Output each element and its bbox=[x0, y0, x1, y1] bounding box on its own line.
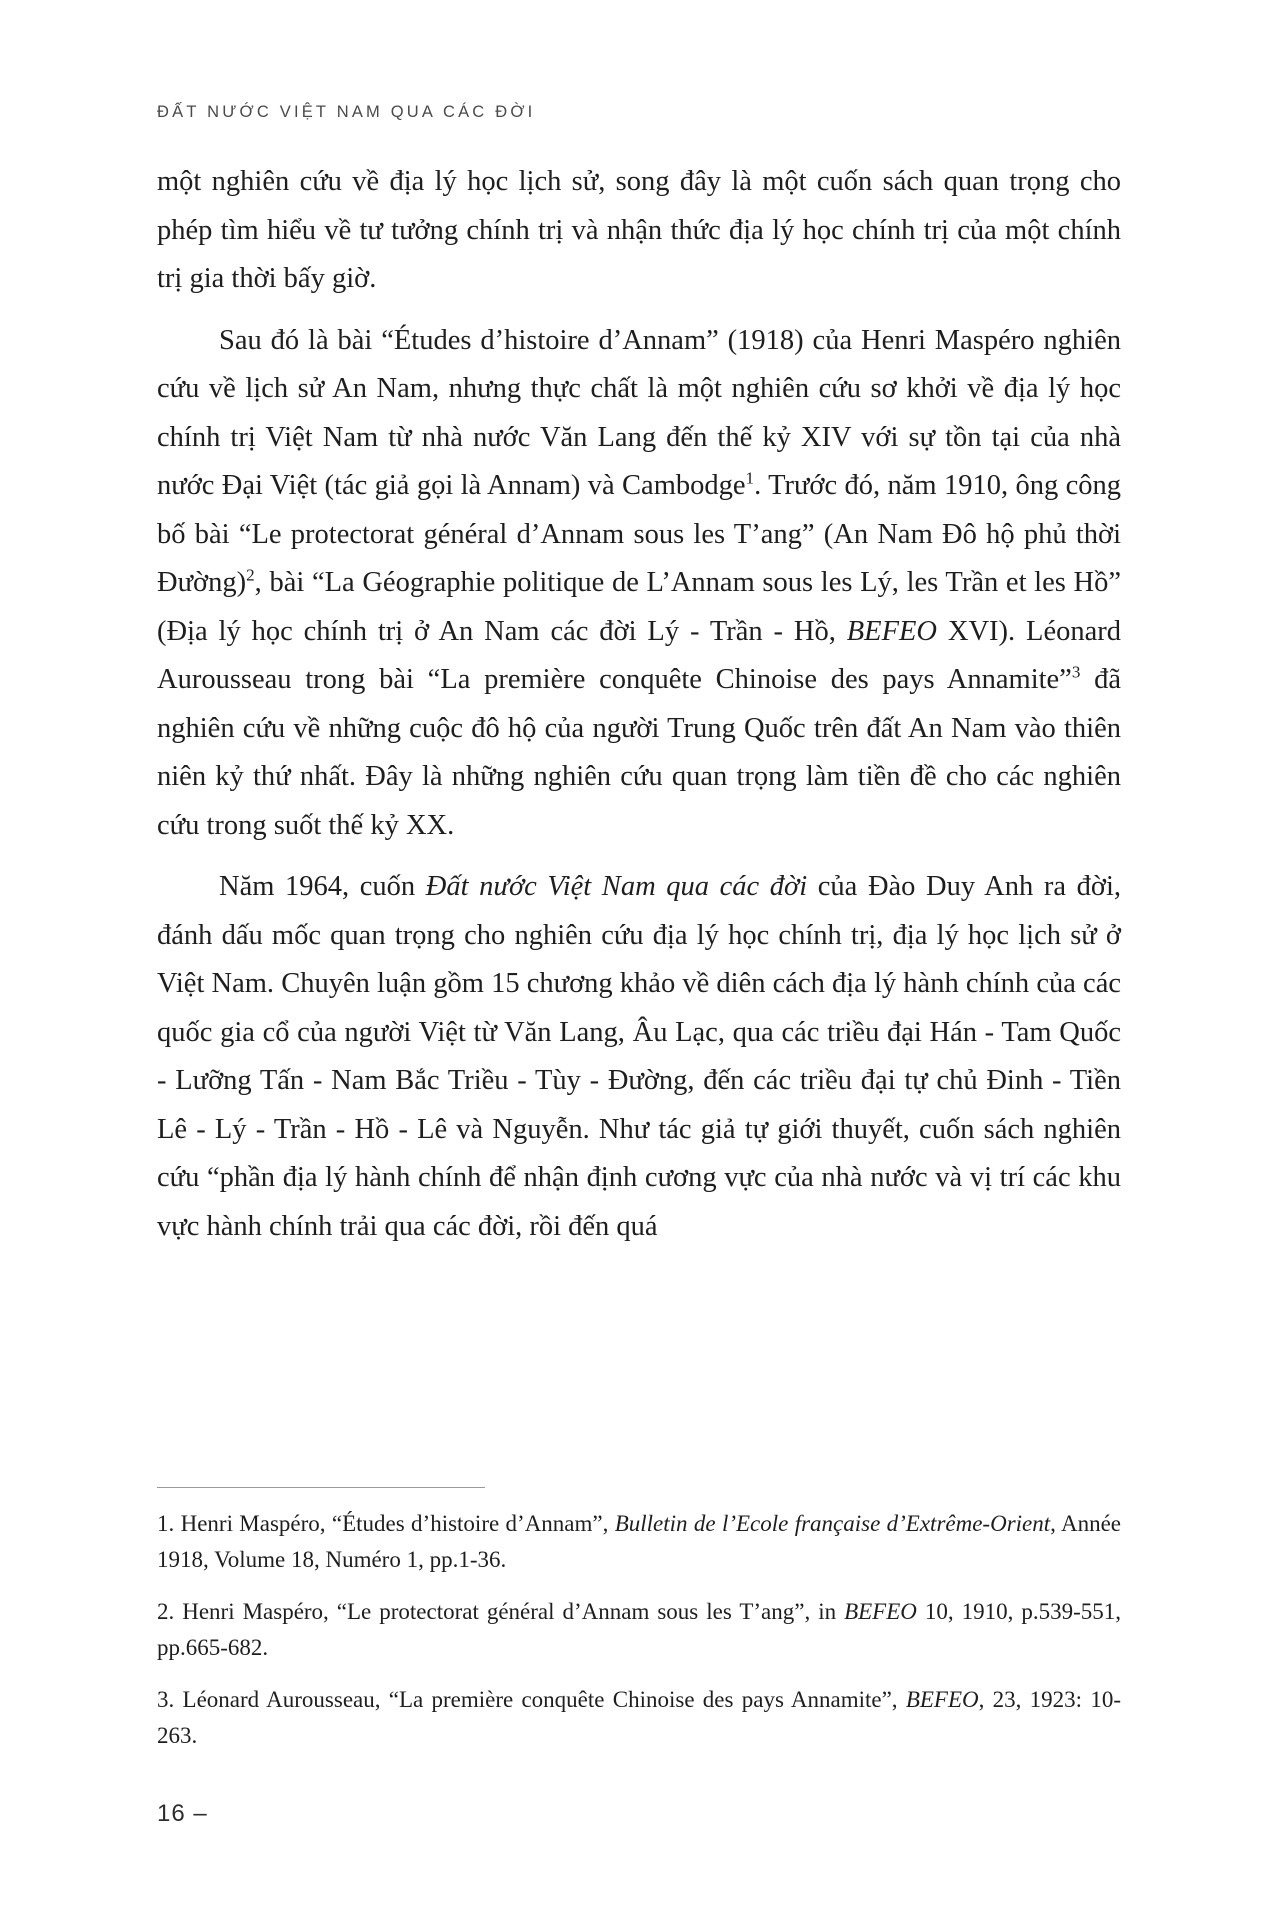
footnote-item bbox=[157, 1682, 1121, 1754]
text-segment: BEFEO bbox=[846, 615, 937, 647]
text-segment: 1. Henri Maspéro, “Études d’histoire d’Annam”, bbox=[157, 1511, 615, 1536]
text-segment: . Trước đó, năm 1910, ông công bố bài “Le protectorat général d’Annam sous les T’ang” (An Nam Đô hộ phủ thời Đường) bbox=[157, 470, 1121, 598]
text-segment: đã nghiên cứu về những cuộc đô hộ của người Trung Quốc trên đất An Nam vào thiên niên kỷ thứ nhất. Đây là những nghiên cứu quan trọng làm tiền đề cho các nghiên cứu trong suốt thế kỷ XX. bbox=[157, 664, 1122, 841]
text-segment: , Année 1918, Volume 18, Numéro 1, pp.1-36. bbox=[157, 1511, 1121, 1572]
body-paragraph bbox=[157, 863, 1121, 1251]
body-paragraph bbox=[157, 158, 1121, 304]
footnote-separator bbox=[157, 1487, 485, 1488]
text-segment: Sau đó là bài “Études d’histoire d’Annam” (1918) của Henri Maspéro nghiên cứu về lịch sử An Nam, nhưng thực chất là một nghiên cứu sơ khởi về địa lý học chính trị Việt Nam từ nhà nước Văn Lang đến thế kỷ XIV với sự tồn tại của nhà nước Đại Việt (tác giả gọi là Annam) và Cambodge bbox=[157, 324, 1121, 501]
text-segment: 10, 1910, p.539-551, pp.665-682. bbox=[157, 1599, 1121, 1660]
footnote-reference: 3 bbox=[1071, 662, 1081, 682]
text-segment: một nghiên cứu về địa lý học lịch sử, song đây là một cuốn sách quan trọng cho phép tìm hiểu về tư tưởng chính trị và nhận thức địa lý học chính trị của một chính trị gia thời bấy giờ. bbox=[157, 166, 1121, 294]
text-segment: Năm 1964, cuốn bbox=[219, 871, 426, 902]
footnotes bbox=[157, 1506, 1121, 1770]
text-segment: Đất nước Việt Nam qua các đời bbox=[425, 871, 808, 902]
text-segment: 3. Léonard Aurousseau, “La première conquête Chinoise des pays Annamite”, bbox=[157, 1687, 906, 1712]
text-segment: 2. Henri Maspéro, “Le protectorat général d’Annam sous les T’ang”, in bbox=[157, 1599, 845, 1624]
text-segment: , 23, 1923: 10-263. bbox=[157, 1687, 1121, 1748]
page-body bbox=[157, 158, 1121, 1251]
text-segment: của Đào Duy Anh ra đời, đánh dấu mốc quan trọng cho nghiên cứu địa lý học chính trị, địa lý học lịch sử ở Việt Nam. Chuyên luận gồm 15 chương khảo về diên cách địa lý hành chính của các quốc gia cổ của người Việt từ Văn Lang, Âu Lạc, qua các triều đại Hán - Tam Quốc - Lưỡng Tấn - Nam Bắc Triều - Tùy - Đường, đến các triều đại tự chủ Đinh - Tiền Lê - Lý - Trần - Hồ - Lê và Nguyễn. Như tác giả tự giới thuyết, cuốn sách nghiên cứu “phần địa lý hành chính để nhận định cương vực của nhà nước và vị trí các khu vực hành chính trải qua các đời, rồi đến quá bbox=[157, 871, 1121, 1242]
footnote-item bbox=[157, 1506, 1121, 1578]
footnote-reference: 1 bbox=[745, 468, 755, 488]
footnote-item bbox=[157, 1594, 1121, 1666]
text-segment: BEFEO bbox=[844, 1599, 917, 1624]
text-segment: BEFEO bbox=[905, 1687, 979, 1712]
body-paragraph bbox=[157, 317, 1121, 851]
running-header: ĐẤT NƯỚC VIỆT NAM QUA CÁC ĐỜI bbox=[157, 103, 536, 121]
page-number: 16 – bbox=[157, 1800, 208, 1827]
text-segment: Bulletin de l’Ecole française d’Extrême-Orient bbox=[614, 1511, 1051, 1536]
text-segment: , bài “La Géographie politique de L’Annam sous les Lý, les Trần et les Hồ” (Địa lý học chính trị ở An Nam các đời Lý - Trần - Hồ, bbox=[157, 567, 1121, 647]
footnote-reference: 2 bbox=[246, 565, 255, 585]
text-segment: XVI). Léonard Aurousseau trong bài “La première conquête Chinoise des pays Annamite” bbox=[157, 615, 1121, 695]
